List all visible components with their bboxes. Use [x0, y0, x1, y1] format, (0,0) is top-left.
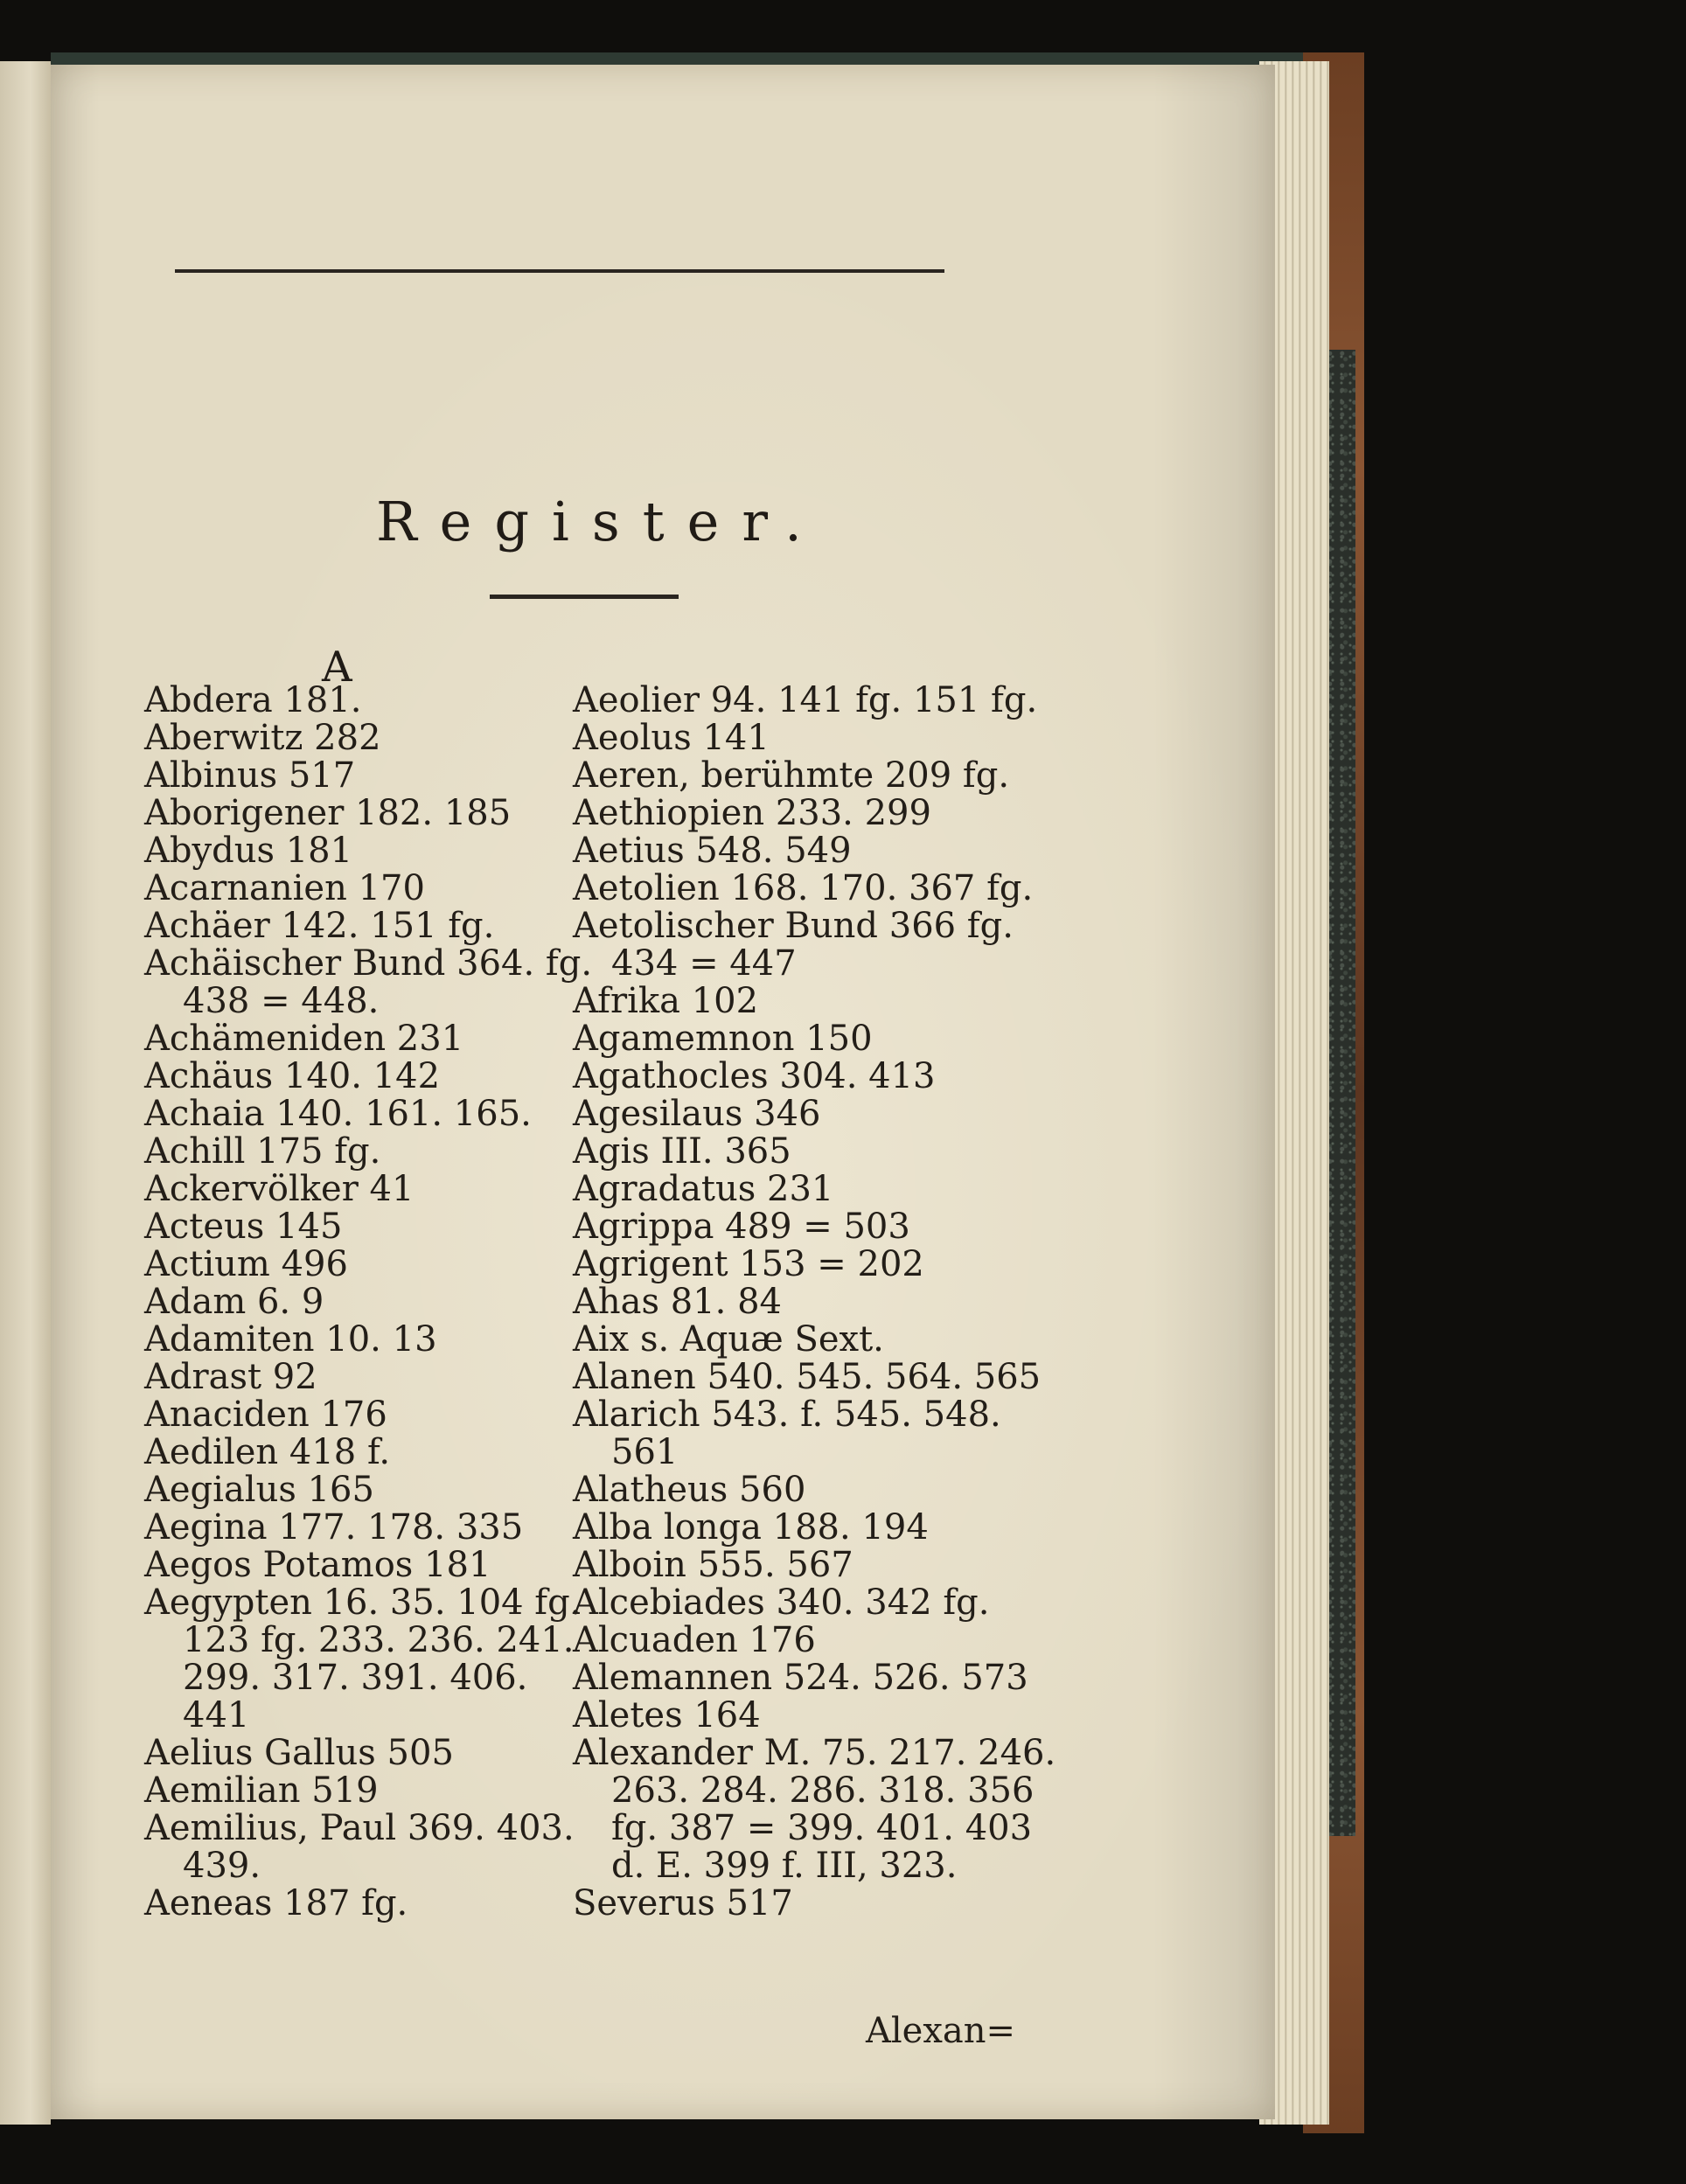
- index-entry: Aegos Potamos 181: [144, 1545, 491, 1585]
- index-entry: Abydus 181: [144, 831, 353, 871]
- index-entry: Agathocles 304. 413: [573, 1056, 936, 1096]
- index-entry: Acarnanien 170: [144, 868, 425, 908]
- left-page-edge: [0, 61, 51, 2125]
- index-column-right: [573, 680, 1056, 1923]
- index-entry: Aeneas 187 fg.: [144, 1883, 408, 1923]
- index-entry: Actium 496: [144, 1244, 348, 1284]
- index-entry: Abdera 181.: [144, 680, 362, 720]
- title-rule: [490, 595, 679, 599]
- index-entry: Aetolischer Bund 366 fg.: [573, 906, 1014, 946]
- index-entry: Aelius Gallus 505: [144, 1733, 454, 1773]
- index-entry: Aemilian 519: [144, 1770, 379, 1811]
- index-entry: Ackervölker 41: [144, 1169, 415, 1209]
- index-entry: Achäischer Bund 364. fg.: [144, 943, 593, 984]
- index-entry: Alba longa 188. 194: [573, 1507, 929, 1548]
- index-entry: Agesilaus 346: [573, 1094, 821, 1134]
- index-entry: Aeolier 94. 141 fg. 151 fg.: [573, 680, 1038, 720]
- index-entry: Aix s. Aquæ Sext.: [573, 1319, 884, 1360]
- index-entry: Aetius 548. 549: [573, 831, 852, 871]
- index-entry: Aberwitz 282: [144, 718, 381, 758]
- index-entry: Alcuaden 176: [573, 1620, 816, 1660]
- index-entry: Alboin 555. 567: [573, 1545, 853, 1585]
- index-entry: Severus 517: [573, 1883, 793, 1923]
- catchword: Alexan=: [866, 2011, 1016, 2051]
- index-entry-continuation: fg. 387 = 399. 401. 403: [611, 1808, 1033, 1848]
- index-entry: Aeolus 141: [573, 718, 770, 758]
- index-entry: Alatheus 560: [573, 1470, 806, 1510]
- index-entry-continuation: 263. 284. 286. 318. 356: [611, 1770, 1035, 1811]
- index-entry-continuation: 434 = 447: [611, 943, 797, 984]
- index-column-left: [144, 682, 599, 1923]
- index-entry: Anaciden 176: [144, 1395, 387, 1435]
- index-entry: Aegina 177. 178. 335: [144, 1507, 524, 1548]
- index-entry: Albinus 517: [144, 755, 356, 796]
- index-entry: Agamemnon 150: [573, 1019, 873, 1059]
- index-entry-continuation: 441: [183, 1695, 250, 1735]
- index-entry-continuation: 439.: [183, 1846, 261, 1886]
- index-entry: Adam 6. 9: [144, 1282, 324, 1322]
- index-entry: Aegialus 165: [144, 1470, 374, 1510]
- index-entry: Acteus 145: [144, 1207, 343, 1247]
- index-entry: Alexander M. 75. 217. 246.: [573, 1733, 1056, 1773]
- index-entry: Afrika 102: [573, 981, 759, 1021]
- index-entry: Achäus 140. 142: [144, 1056, 441, 1096]
- index-entry: Agis III. 365: [573, 1131, 791, 1172]
- index-entry: Agrippa 489 = 503: [573, 1207, 910, 1247]
- index-entry-continuation: 438 = 448.: [183, 981, 380, 1021]
- index-entry: Achill 175 fg.: [144, 1131, 381, 1172]
- index-entry: Aetolien 168. 170. 367 fg.: [573, 868, 1034, 908]
- index-entry: Achämeniden 231: [144, 1019, 464, 1059]
- index-entry: Alcebiades 340. 342 fg.: [573, 1582, 990, 1623]
- index-entry: Ahas 81. 84: [573, 1282, 782, 1322]
- index-entry: Aletes 164: [573, 1695, 761, 1735]
- index-entry: Adamiten 10. 13: [144, 1319, 437, 1360]
- index-entry-continuation: 299. 317. 391. 406.: [183, 1658, 528, 1698]
- index-entry: Aethiopien 233. 299: [573, 793, 931, 833]
- index-entry: Alanen 540. 545. 564. 565: [573, 1357, 1042, 1397]
- index-entry: Agradatus 231: [573, 1169, 834, 1209]
- index-entry: Aborigener 182. 185: [144, 793, 512, 833]
- index-entry: Adrast 92: [144, 1357, 317, 1397]
- index-entry: Aemilius, Paul 369. 403.: [144, 1808, 575, 1848]
- section-letter: A: [322, 643, 352, 692]
- index-entry: Achaia 140. 161. 165.: [144, 1094, 532, 1134]
- index-entry: Agrigent 153 = 202: [573, 1244, 924, 1284]
- page-title: Register.: [376, 490, 825, 553]
- index-entry: Achäer 142. 151 fg.: [144, 906, 495, 946]
- index-entry: Alarich 543. f. 545. 548.: [573, 1395, 1001, 1435]
- index-entry: Aegypten 16. 35. 104 fg.: [144, 1582, 582, 1623]
- header-rule: [175, 269, 944, 273]
- index-entry-continuation: 123 fg. 233. 236. 241.: [183, 1620, 575, 1660]
- index-entry: Alemannen 524. 526. 573: [573, 1658, 1028, 1698]
- index-entry: Aedilen 418 f.: [144, 1432, 391, 1472]
- index-entry-continuation: 561: [611, 1432, 679, 1472]
- index-entry: Aeren, berühmte 209 fg.: [573, 755, 1010, 796]
- index-entry-continuation: d. E. 399 f. III, 323.: [611, 1846, 958, 1886]
